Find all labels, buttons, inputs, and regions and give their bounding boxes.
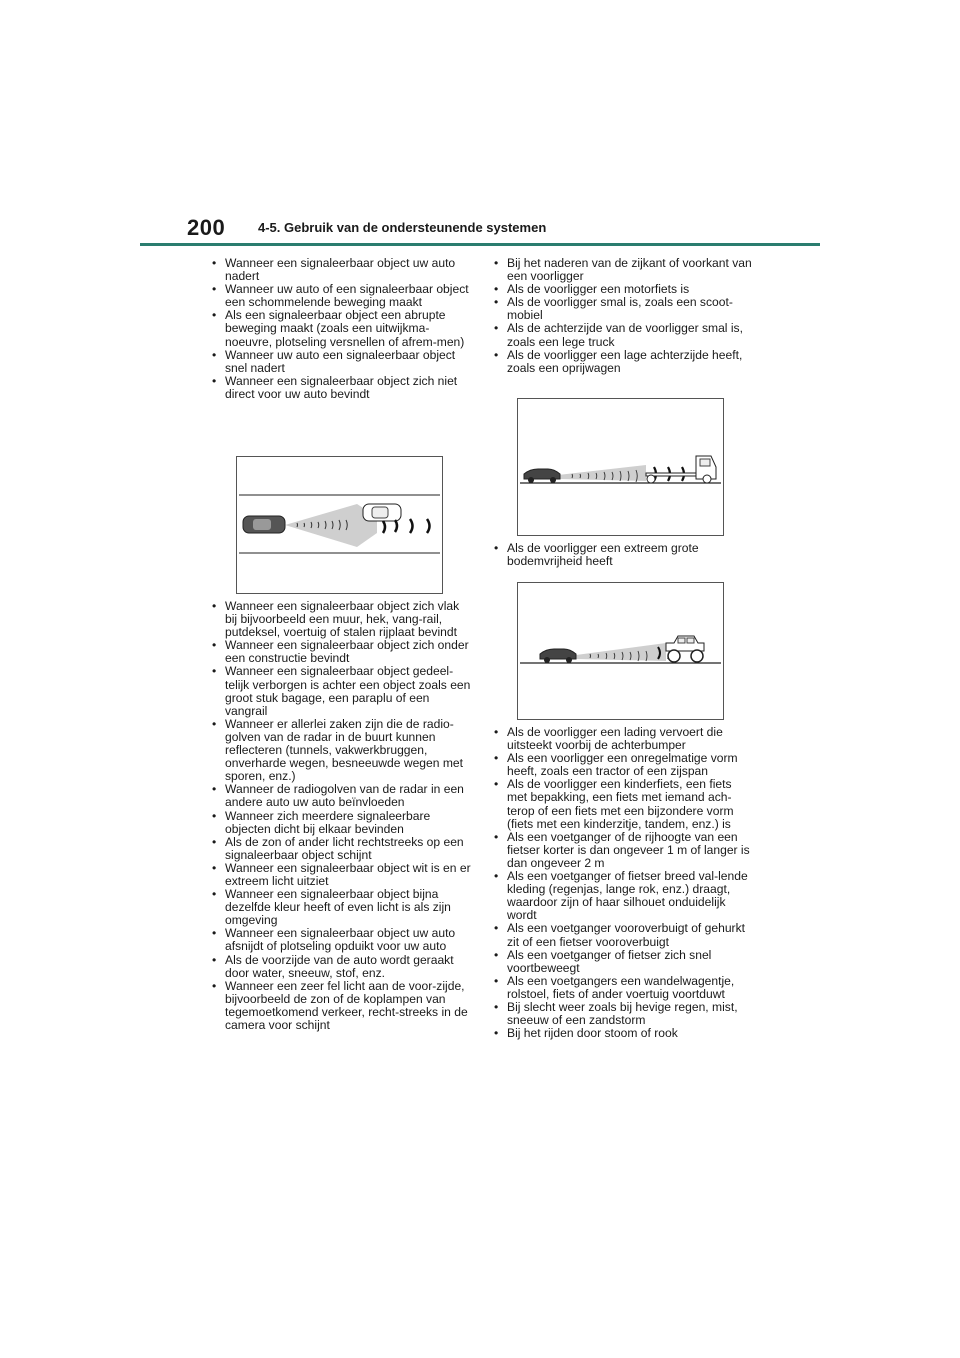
- list-item: • Wanneer de radiogolven van de radar in een andere auto uw auto beïnvloeden: [209, 783, 473, 809]
- list-item: • Bij het naderen van de zijkant of voorkant van een voorligger: [491, 257, 755, 283]
- header-divider: [140, 243, 820, 246]
- list-item: • Als een voetganger of fietser zich snel voortbeweegt: [491, 949, 755, 975]
- left-column-top-list: [209, 257, 473, 401]
- target-car-icon: [363, 504, 401, 521]
- list-item: • Als een voetganger of fietser breed val-lende kleding (regenjas, lange rok, enz.) draagt, waardoor zijn of haar silhouet onduidelijk wordt: [491, 870, 755, 922]
- right-column-bottom-list: [491, 726, 755, 1040]
- list-item: • Als een voetganger of de rijhoogte van een fietser korter is dan ongeveer 1 m of langer is dan ongeveer 2 m: [491, 831, 755, 870]
- list-item: • Als een voorligger een onregelmatige vorm heeft, zoals een tractor of een zijspan: [491, 752, 755, 778]
- list-item: • Bij het rijden door stoom of rook: [491, 1027, 755, 1040]
- list-item: • Als de zon of ander licht rechtstreeks op een signaleerbaar object schijnt: [209, 836, 473, 862]
- figure-top-view-lateral-offset: [236, 456, 443, 594]
- figure-empty-truck: [517, 398, 724, 536]
- list-item: • Als de voorligger een motorfiets is: [491, 283, 755, 296]
- list-item: • Wanneer een signaleerbaar object bijna dezelfde kleur heeft of even licht is als zijn omgeving: [209, 888, 473, 927]
- list-item: • Als een voetgangers een wandelwagentje, rolstoel, fiets of ander voertuig voortduwt: [491, 975, 755, 1001]
- list-item: • Wanneer een signaleerbaar object uw auto nadert: [209, 257, 473, 283]
- car-top-view-radar-illustration: [237, 457, 442, 593]
- list-item: • Als de voorzijde van de auto wordt geraakt door water, sneeuw, stof, enz.: [209, 954, 473, 980]
- list-item: • Als de voorligger een lading vervoert die uitsteekt voorbij de achterbumper: [491, 726, 755, 752]
- car-behind-truck-radar-illustration: [518, 399, 723, 535]
- list-item: • Wanneer uw auto een signaleerbaar object snel nadert: [209, 349, 473, 375]
- list-item: • Wanneer zich meerdere signaleerbare objecten dicht bij elkaar bevinden: [209, 810, 473, 836]
- own-car-icon: [540, 649, 576, 663]
- list-item: • Als een signaleerbaar object een abrupte beweging maakt (zoals een uitwijkma-noeuvre, plotseling versnellen of afrem-men): [209, 309, 473, 348]
- right-column-top-list: [491, 257, 755, 375]
- list-item: • Als de voorligger smal is, zoals een scoot-mobiel: [491, 296, 755, 322]
- list-item: • Wanneer een signaleerbaar object wit is en er extreem licht uitziet: [209, 862, 473, 888]
- high-clearance-vehicle-icon: [666, 636, 704, 662]
- list-item: • Wanneer uw auto of een signaleerbaar object een schommelende beweging maakt: [209, 283, 473, 309]
- left-column-bottom-list: [209, 600, 473, 1032]
- list-item: • Als een voetganger vooroverbuigt of gehurkt zit of een fietser vooroverbuigt: [491, 922, 755, 948]
- list-item: • Wanneer er allerlei zaken zijn die de radio-golven van de radar in de buurt kunnen reflecteren (tunnels, vakwerkbruggen, onverharde wegen, besneeuwde wegen met sporen, enz.): [209, 718, 473, 783]
- right-column-middle-list: [491, 542, 755, 568]
- list-item: • Als de voorligger een kinderfiets, een fiets met bepakking, een fiets met iemand ach-terop of een fiets met een bijzondere vorm (fiets met een kinderzitje, tandem, enz.) is: [491, 778, 755, 830]
- own-car-icon: [524, 469, 560, 483]
- list-item: • Wanneer een signaleerbaar object zich vlak bij bijvoorbeeld een muur, hek, vang-rail, putdeksel, voertuig of stalen rijplaat bevindt: [209, 600, 473, 639]
- section-title: 4-5. Gebruik van de ondersteunende systemen: [258, 220, 547, 235]
- list-item: • Wanneer een signaleerbaar object zich onder een constructie bevindt: [209, 639, 473, 665]
- list-item: • Bij slecht weer zoals bij hevige regen, mist, sneeuw of een zandstorm: [491, 1001, 755, 1027]
- truck-icon: [646, 456, 716, 483]
- page-number: 200: [187, 215, 226, 240]
- car-behind-high-clearance-vehicle-illustration: [518, 583, 723, 719]
- list-item: • Als de achterzijde van de voorligger smal is, zoals een lege truck: [491, 322, 755, 348]
- own-car-icon: [243, 516, 285, 533]
- list-item: • Wanneer een signaleerbaar object gedeel-telijk verborgen is achter een object zoals een groot stuk bagage, een paraplu of een vangrail: [209, 665, 473, 717]
- list-item: • Als de voorligger een extreem grote bodemvrijheid heeft: [491, 542, 755, 568]
- list-item: • Wanneer een zeer fel licht aan de voor-zijde, bijvoorbeeld de zon of de koplampen van tegemoetkomend verkeer, recht-streeks in de camera voor schijnt: [209, 980, 473, 1032]
- list-item: • Wanneer een signaleerbaar object uw auto afsnijdt of plotseling opduikt voor uw auto: [209, 927, 473, 953]
- list-item: • Wanneer een signaleerbaar object zich niet direct voor uw auto bevindt: [209, 375, 473, 401]
- list-item: • Als de voorligger een lage achterzijde heeft, zoals een oprijwagen: [491, 349, 755, 375]
- figure-high-ground-clearance: [517, 582, 724, 720]
